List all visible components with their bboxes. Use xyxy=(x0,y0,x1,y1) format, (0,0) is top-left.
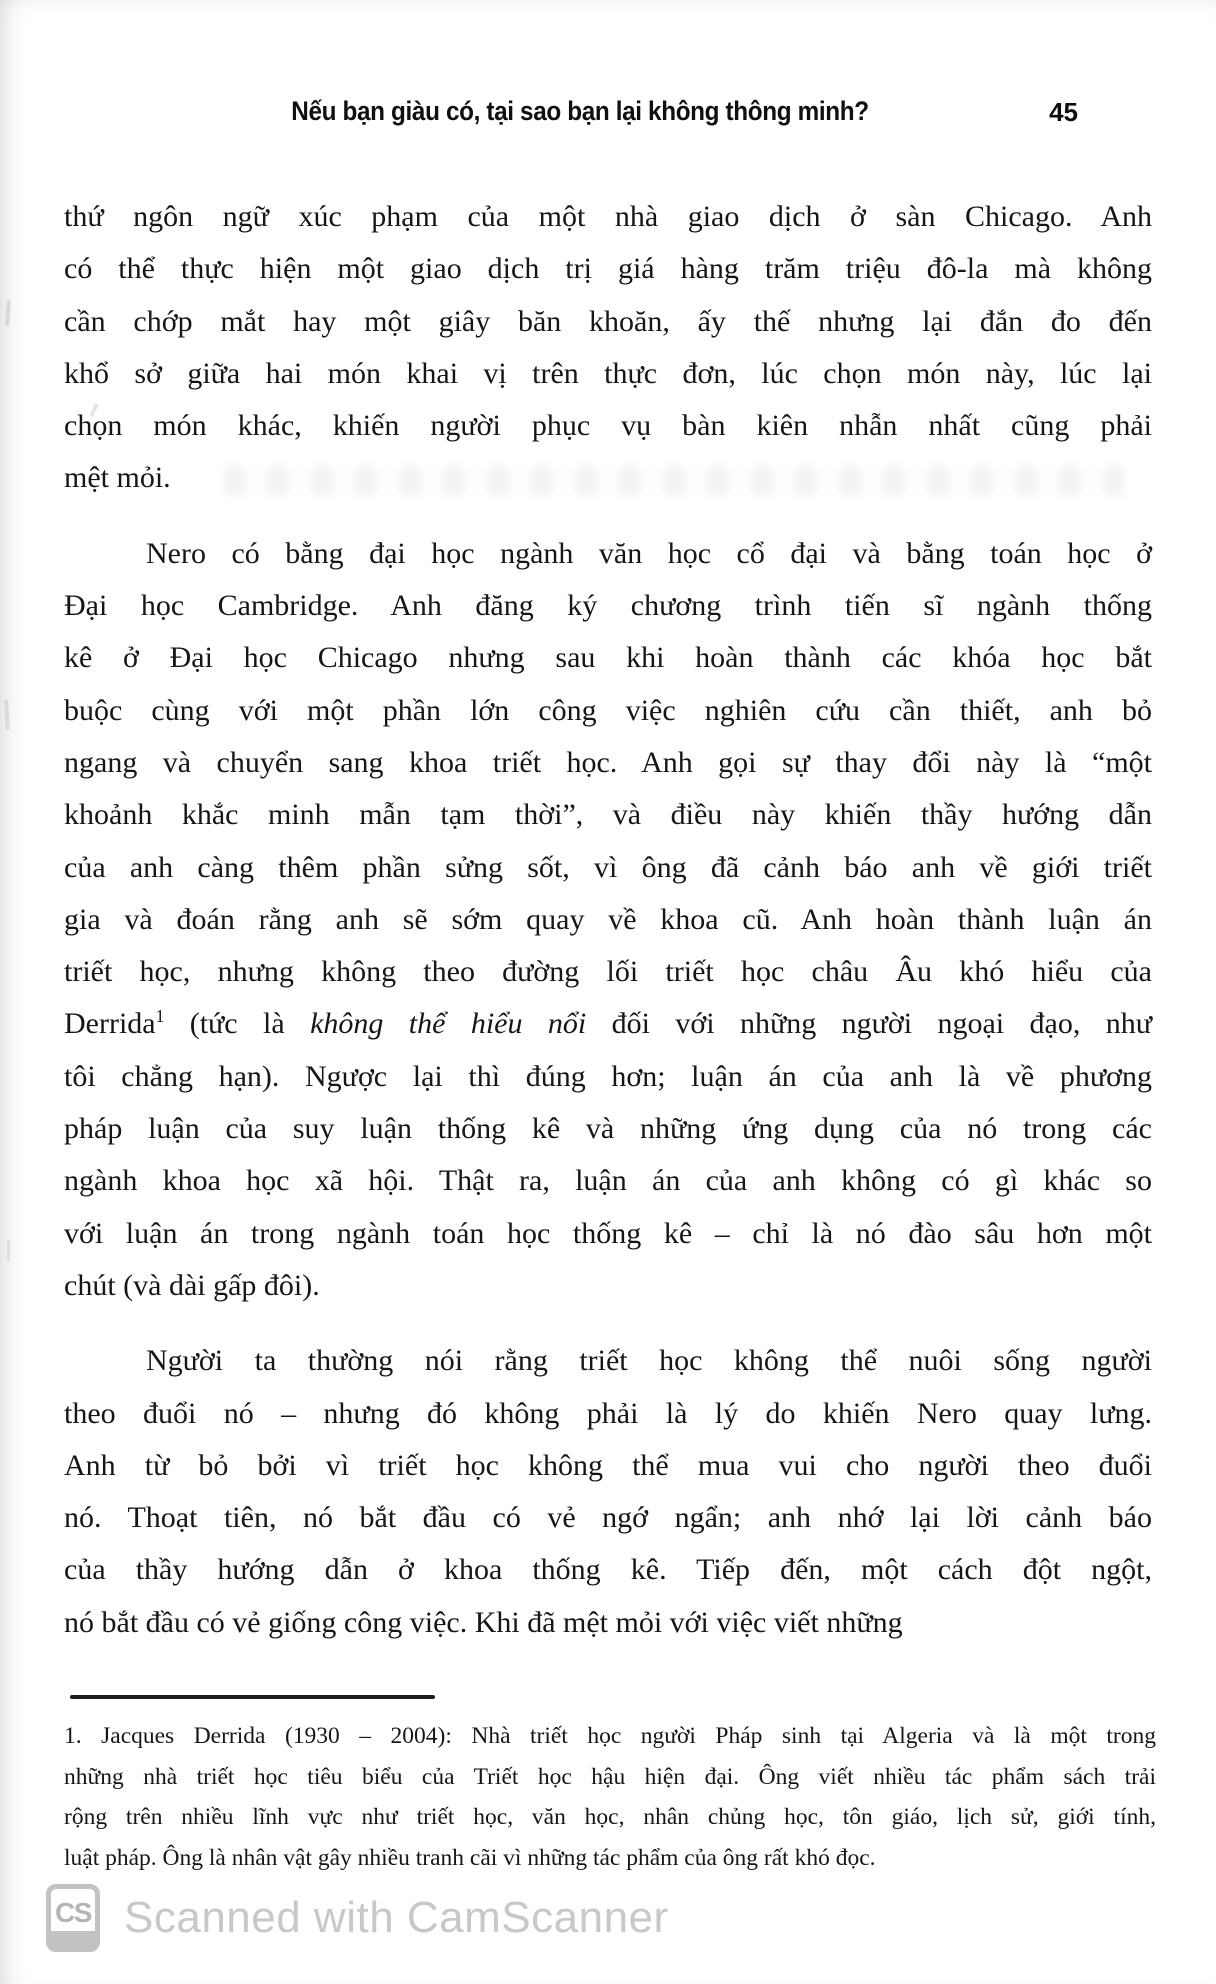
text-line xyxy=(64,1155,1152,1207)
running-head-title: Nếu bạn giàu có, tại sao bạn lại không thông minh? xyxy=(291,96,869,126)
text-segment: kê ở Đại học Chicago nhưng sau khi hoàn thành các khóa học bắt xyxy=(64,641,1152,675)
text-line xyxy=(64,243,1152,295)
text-line xyxy=(64,1716,1156,1757)
text-line xyxy=(64,1492,1152,1544)
text-line xyxy=(64,1797,1156,1838)
text-segment: 1. Jacques Derrida (1930 – 2004): Nhà triết học người Pháp sinh tại Algeria và là một trong xyxy=(64,1723,1156,1749)
watermark-label: Scanned with CamScanner xyxy=(124,1893,669,1942)
text-line xyxy=(64,685,1152,737)
text-segment: với luận án trong ngành toán học thống kê – chỉ là nó đào sâu hơn một xyxy=(64,1216,1152,1250)
text-line xyxy=(64,1597,1152,1649)
text-line xyxy=(64,789,1152,841)
text-segment: rộng trên nhiều lĩnh vực như triết học, văn học, nhân chủng học, tôn giáo, lịch sử, giới tính, xyxy=(64,1804,1156,1830)
text-segment: theo đuổi nó – nhưng đó không phải là lý do khiến Nero quay lưng. xyxy=(64,1396,1152,1430)
text-segment: Anh từ bỏ bởi vì triết học không thể mua vui cho người theo đuổi xyxy=(64,1448,1152,1482)
text-line xyxy=(64,998,1152,1050)
text-segment: (tức là xyxy=(164,1007,311,1041)
text-segment: đối với những người ngoại đạo, như xyxy=(586,1007,1152,1041)
text-line xyxy=(64,296,1152,348)
cs-logo-letters: CS xyxy=(55,1897,91,1928)
text-segment: chọn món khác, khiến người phục vụ bàn kiên nhẫn nhất cũng phải xyxy=(64,409,1152,443)
text-line xyxy=(64,1260,1152,1312)
text-line xyxy=(64,1051,1152,1103)
text-segment: gia và đoán rằng anh sẽ sớm quay về khoa cũ. Anh hoàn thành luận án xyxy=(64,902,1152,936)
page-header xyxy=(0,96,1216,134)
text-line xyxy=(64,1208,1152,1260)
scan-edge-artifact xyxy=(5,300,11,326)
text-segment: khoảnh khắc minh mẫn tạm thời”, và điều này khiến thầy hướng dẫn xyxy=(64,798,1152,832)
text-segment: Nero có bằng đại học ngành văn học cổ đại và bằng toán học ở xyxy=(146,536,1152,570)
paragraph xyxy=(64,1335,1152,1649)
text-line xyxy=(64,452,1152,504)
camscanner-watermark xyxy=(46,1884,669,1952)
text-segment: có thể thực hiện một giao dịch trị giá hàng trăm triệu đô-la mà không xyxy=(64,252,1152,286)
text-segment: ngành khoa học xã hội. Thật ra, luận án của anh không có gì khác so xyxy=(64,1164,1152,1198)
text-segment: nó bắt đầu có vẻ giống công việc. Khi đã mệt mỏi với việc viết những xyxy=(64,1605,903,1639)
text-line xyxy=(64,632,1152,684)
text-line xyxy=(64,1544,1152,1596)
text-line xyxy=(64,1335,1152,1387)
footnote-reference: 1 xyxy=(155,1006,165,1027)
cs-logo-band xyxy=(51,1931,95,1947)
text-segment: tôi chẳng hạn). Ngược lại thì đúng hơn; luận án của anh là về phương xyxy=(64,1059,1152,1093)
text-segment: Derrida xyxy=(64,1007,156,1041)
scan-edge-artifact xyxy=(4,700,10,730)
text-segment: khổ sở giữa hai món khai vị trên thực đơn, lúc chọn món này, lúc lại xyxy=(64,356,1152,390)
text-segment: chút (và dài gấp đôi). xyxy=(64,1268,320,1302)
text-line xyxy=(64,348,1152,400)
text-line xyxy=(64,1103,1152,1155)
text-segment: những nhà triết học tiêu biểu của Triết học hậu hiện đại. Ông viết nhiều tác phẩm sách trải xyxy=(64,1763,1156,1790)
text-line xyxy=(64,1440,1152,1492)
text-line xyxy=(64,1388,1152,1440)
camscanner-logo-icon xyxy=(46,1884,100,1952)
scan-edge-artifact xyxy=(7,1240,10,1262)
body-paragraphs xyxy=(64,191,1152,1672)
text-segment: cần chớp mắt hay một giây băn khoăn, ấy thế nhưng lại đắn đo đến xyxy=(64,304,1152,338)
text-line xyxy=(64,580,1152,632)
text-segment: của thầy hướng dẫn ở khoa thống kê. Tiếp đến, một cách đột ngột, xyxy=(64,1553,1152,1587)
text-segment: luật pháp. Ông là nhân vật gây nhiều tranh cãi vì những tác phẩm của ông rất khó đọc. xyxy=(64,1844,876,1871)
text-line xyxy=(64,528,1152,580)
paragraph xyxy=(64,191,1152,505)
page-number: 45 xyxy=(1049,97,1078,127)
text-segment: triết học, nhưng không theo đường lối triết học châu Âu khó hiểu của xyxy=(64,955,1152,989)
text-line xyxy=(64,842,1152,894)
text-segment: buộc cùng với một phần lớn công việc nghiên cứu cần thiết, anh bỏ xyxy=(64,693,1152,727)
text-segment: thứ ngôn ngữ xúc phạm của một nhà giao dịch ở sàn Chicago. Anh xyxy=(64,200,1152,233)
text-line xyxy=(64,946,1152,998)
text-line xyxy=(64,1757,1156,1798)
text-segment: Đại học Cambridge. Anh đăng ký chương trình tiến sĩ ngành thống xyxy=(64,589,1152,623)
text-line xyxy=(64,191,1152,243)
text-segment: ngang và chuyển sang khoa triết học. Anh gọi sự thay đổi này là “một xyxy=(64,745,1152,779)
paragraph xyxy=(64,528,1152,1312)
text-line xyxy=(64,1838,1156,1879)
text-segment: nó. Thoạt tiên, nó bắt đầu có vẻ ngớ ngẩn; anh nhớ lại lời cảnh báo xyxy=(64,1501,1152,1535)
text-segment: Người ta thường nói rằng triết học không thể nuôi sống người xyxy=(146,1344,1152,1378)
text-line xyxy=(64,737,1152,789)
text-segment: không thể hiểu nổi xyxy=(310,1007,587,1041)
text-line xyxy=(64,400,1152,452)
text-segment: pháp luận của suy luận thống kê và những ứng dụng của nó trong các xyxy=(64,1112,1152,1146)
text-segment: mệt mỏi. xyxy=(64,461,171,495)
footnote xyxy=(64,1716,1156,1878)
text-line xyxy=(64,894,1152,946)
footnote-divider xyxy=(70,1695,435,1699)
text-segment: của anh càng thêm phần sửng sốt, vì ông đã cảnh báo anh về giới triết xyxy=(64,850,1152,884)
